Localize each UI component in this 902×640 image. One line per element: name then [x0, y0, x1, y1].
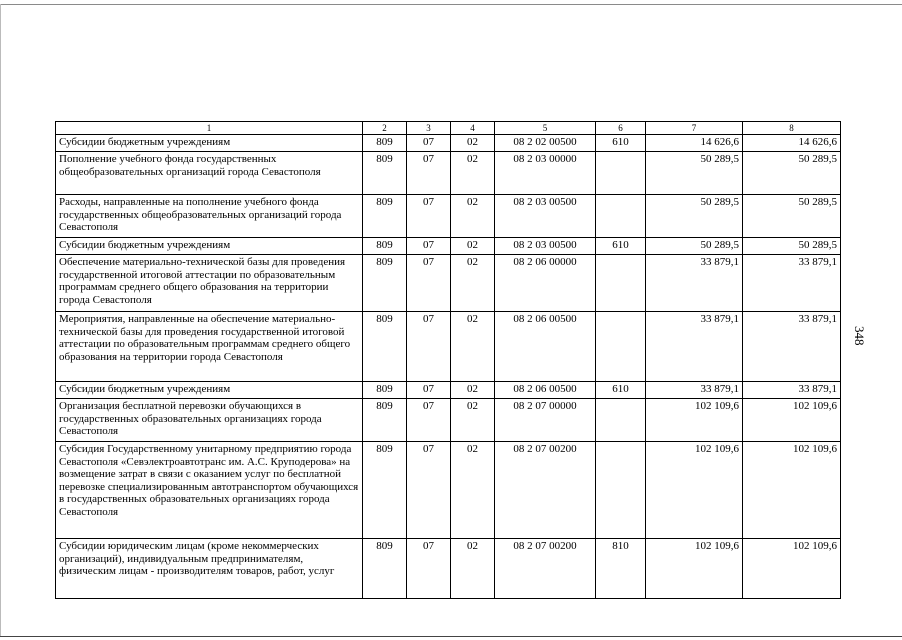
row-ministry-code: 809: [363, 135, 407, 152]
row-expense-type: 610: [596, 238, 646, 255]
row-expense-type: [596, 399, 646, 442]
column-header: 1: [56, 122, 363, 135]
row-amount-1: 50 289,5: [646, 195, 743, 238]
row-subsection-code: 02: [451, 399, 495, 442]
row-subsection-code: 02: [451, 152, 495, 195]
row-target-code: 08 2 03 00500: [495, 238, 596, 255]
row-expense-type: [596, 442, 646, 539]
row-target-code: 08 2 06 00500: [495, 382, 596, 399]
row-ministry-code: 809: [363, 195, 407, 238]
row-name: Организация бесплатной перевозки обучающихся в государственных образовательных организациях города Севастополя: [56, 399, 363, 442]
row-expense-type: [596, 152, 646, 195]
row-amount-1: 102 109,6: [646, 442, 743, 539]
row-subsection-code: 02: [451, 442, 495, 539]
row-section-code: 07: [407, 382, 451, 399]
row-subsection-code: 02: [451, 312, 495, 382]
row-ministry-code: 809: [363, 255, 407, 312]
row-subsection-code: 02: [451, 195, 495, 238]
row-subsection-code: 02: [451, 539, 495, 599]
column-header: 2: [363, 122, 407, 135]
row-target-code: 08 2 06 00000: [495, 255, 596, 312]
row-target-code: 08 2 07 00200: [495, 539, 596, 599]
row-name: Мероприятия, направленные на обеспечение материально-технической базы для проведения государственной итоговой аттестации по образовательным программам среднего общего образования на территории города Севастополя: [56, 312, 363, 382]
row-section-code: 07: [407, 539, 451, 599]
row-ministry-code: 809: [363, 399, 407, 442]
row-section-code: 07: [407, 135, 451, 152]
row-subsection-code: 02: [451, 135, 495, 152]
row-ministry-code: 809: [363, 539, 407, 599]
row-section-code: 07: [407, 152, 451, 195]
row-expense-type: 610: [596, 382, 646, 399]
column-header: 4: [451, 122, 495, 135]
table-row: [56, 442, 841, 539]
scan-border-bottom: [0, 636, 902, 637]
row-name: Субсидии бюджетным учреждениям: [56, 238, 363, 255]
row-target-code: 08 2 07 00000: [495, 399, 596, 442]
row-amount-2: 33 879,1: [743, 382, 841, 399]
row-name: Субсидии бюджетным учреждениям: [56, 382, 363, 399]
table-row: [56, 238, 841, 255]
row-amount-2: 50 289,5: [743, 238, 841, 255]
row-amount-1: 50 289,5: [646, 152, 743, 195]
table-row: [56, 539, 841, 599]
row-amount-1: 33 879,1: [646, 255, 743, 312]
row-amount-1: 102 109,6: [646, 539, 743, 599]
row-target-code: 08 2 07 00200: [495, 442, 596, 539]
row-ministry-code: 809: [363, 312, 407, 382]
row-amount-2: 33 879,1: [743, 312, 841, 382]
row-section-code: 07: [407, 195, 451, 238]
row-amount-1: 33 879,1: [646, 382, 743, 399]
row-section-code: 07: [407, 255, 451, 312]
row-amount-1: 102 109,6: [646, 399, 743, 442]
row-section-code: 07: [407, 238, 451, 255]
budget-table: [55, 121, 841, 599]
row-amount-2: 102 109,6: [743, 399, 841, 442]
row-section-code: 07: [407, 442, 451, 539]
row-name: Субсидия Государственному унитарному предприятию города Севастополя «Севэлектроавтотранс им. А.С. Круподерова» на возмещение затрат в связи с оказанием услуг по бесплатной перевозке специализированным автотранспортом обучающихся в государственных образовательных организациях города Севастополя: [56, 442, 363, 539]
column-header: 7: [646, 122, 743, 135]
row-name: Расходы, направленные на пополнение учебного фонда государственных общеобразовательных организаций города Севастополя: [56, 195, 363, 238]
row-ministry-code: 809: [363, 382, 407, 399]
row-amount-1: 33 879,1: [646, 312, 743, 382]
row-subsection-code: 02: [451, 238, 495, 255]
row-name: Субсидии бюджетным учреждениям: [56, 135, 363, 152]
row-subsection-code: 02: [451, 255, 495, 312]
row-name: Пополнение учебного фонда государственных общеобразовательных организаций города Севастополя: [56, 152, 363, 195]
table-row: [56, 195, 841, 238]
row-amount-2: 102 109,6: [743, 539, 841, 599]
row-amount-1: 14 626,6: [646, 135, 743, 152]
row-amount-2: 33 879,1: [743, 255, 841, 312]
row-ministry-code: 809: [363, 442, 407, 539]
table-header-row: [56, 122, 841, 135]
row-target-code: 08 2 02 00500: [495, 135, 596, 152]
table-row: [56, 382, 841, 399]
scan-border-left: [0, 4, 1, 636]
row-amount-2: 14 626,6: [743, 135, 841, 152]
row-ministry-code: 809: [363, 238, 407, 255]
scan-border-top: [0, 4, 902, 5]
table-row: [56, 399, 841, 442]
row-target-code: 08 2 03 00500: [495, 195, 596, 238]
row-amount-2: 102 109,6: [743, 442, 841, 539]
row-name: Субсидии юридическим лицам (кроме некоммерческих организаций), индивидуальным предпринимателям, физическим лицам - производителям товаров, работ, услуг: [56, 539, 363, 599]
table-row: [56, 312, 841, 382]
table-row: [56, 255, 841, 312]
table-row: [56, 152, 841, 195]
column-header: 3: [407, 122, 451, 135]
row-amount-2: 50 289,5: [743, 152, 841, 195]
row-name: Обеспечение материально-технической базы для проведения государственной итоговой аттестации по образовательным программам среднего общего образования на территории города Севастополя: [56, 255, 363, 312]
page-number: 348: [852, 326, 867, 346]
row-expense-type: [596, 195, 646, 238]
row-expense-type: 810: [596, 539, 646, 599]
row-target-code: 08 2 03 00000: [495, 152, 596, 195]
row-expense-type: [596, 312, 646, 382]
row-section-code: 07: [407, 399, 451, 442]
row-ministry-code: 809: [363, 152, 407, 195]
row-expense-type: [596, 255, 646, 312]
row-subsection-code: 02: [451, 382, 495, 399]
column-header: 5: [495, 122, 596, 135]
row-amount-1: 50 289,5: [646, 238, 743, 255]
row-expense-type: 610: [596, 135, 646, 152]
row-amount-2: 50 289,5: [743, 195, 841, 238]
table-row: [56, 135, 841, 152]
row-section-code: 07: [407, 312, 451, 382]
column-header: 6: [596, 122, 646, 135]
column-header: 8: [743, 122, 841, 135]
row-target-code: 08 2 06 00500: [495, 312, 596, 382]
